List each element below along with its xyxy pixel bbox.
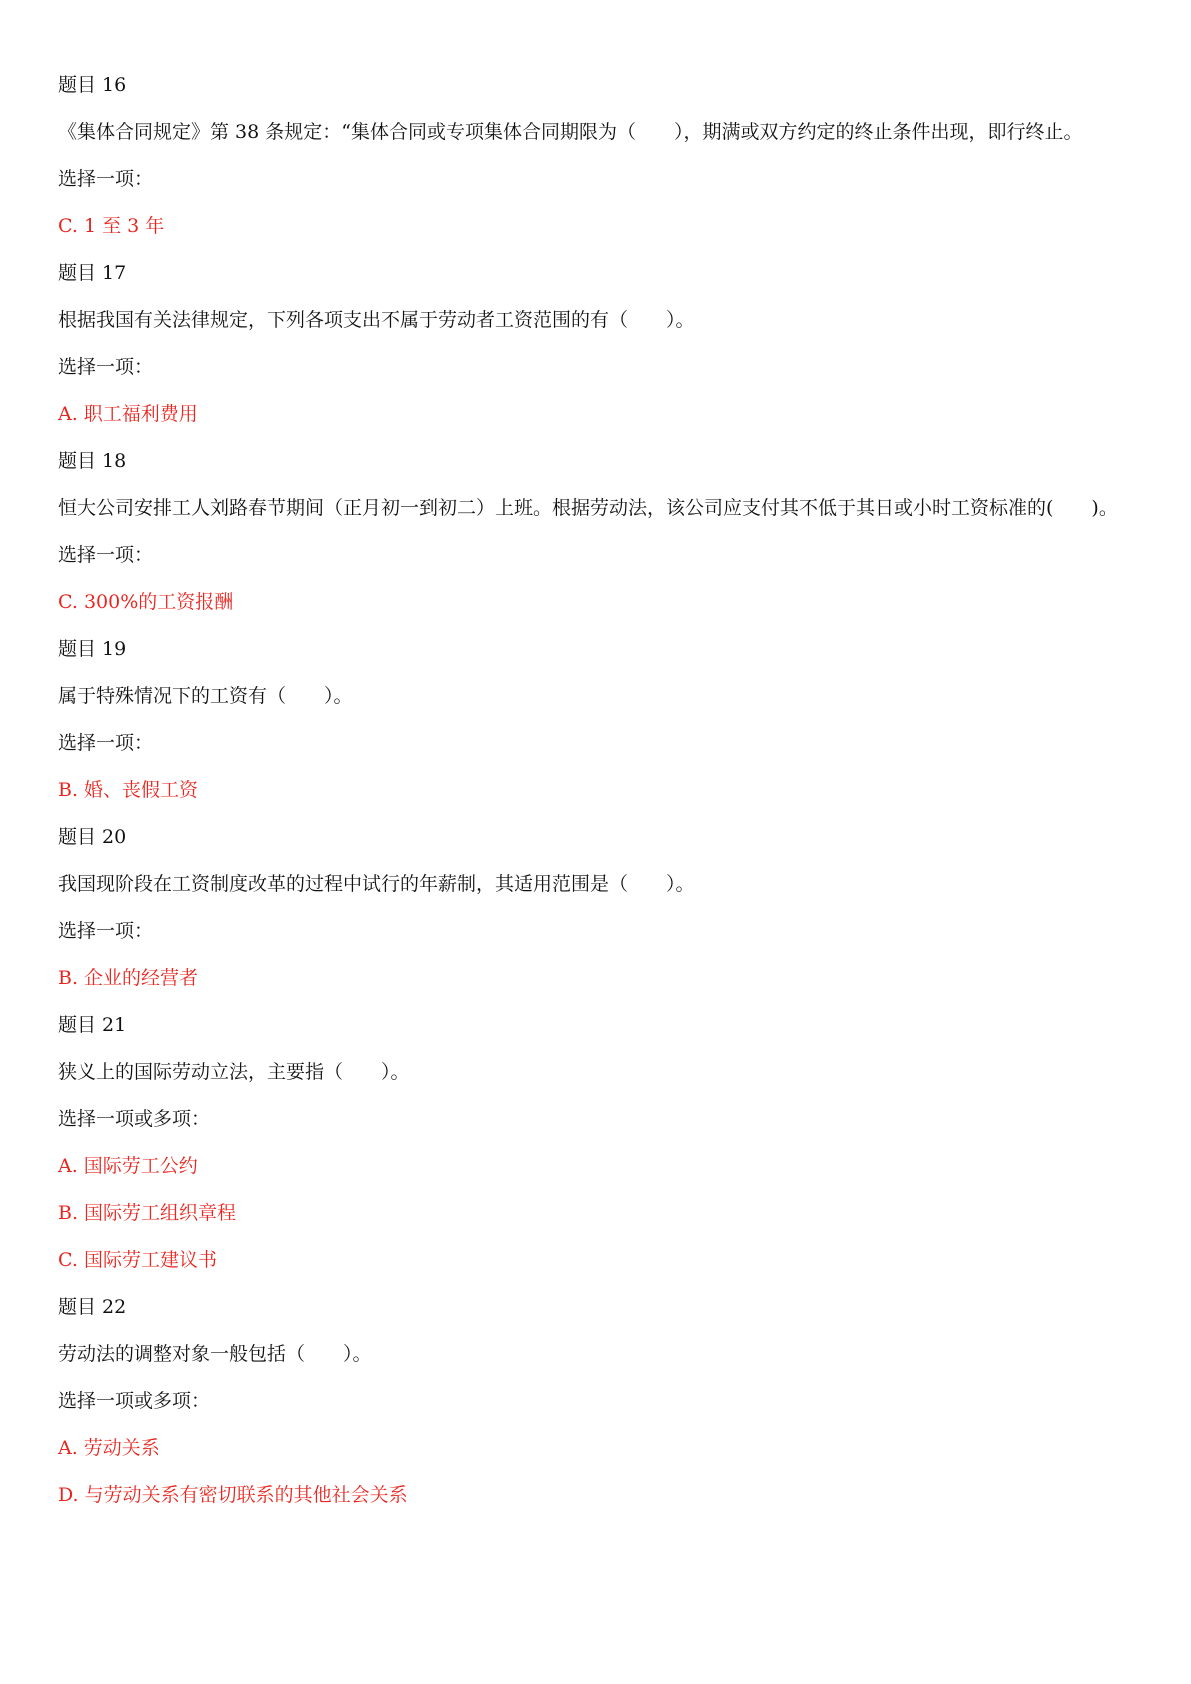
- question-number: 题目 19: [58, 638, 127, 660]
- question-18: [58, 438, 1148, 626]
- answer-option: D. 与劳动关系有密切联系的其他社会关系: [58, 1484, 408, 1506]
- question-20: [58, 814, 1148, 1002]
- exam-document: [58, 62, 1148, 1519]
- question-prompt: 选择一项或多项：: [58, 1108, 211, 1130]
- question-prompt: 选择一项：: [58, 356, 154, 378]
- question-22: [58, 1284, 1148, 1519]
- answer-option: C. 300%的工资报酬: [58, 591, 234, 613]
- question-prompt: 选择一项：: [58, 168, 154, 190]
- answer-option: B. 婚、丧假工资: [58, 779, 199, 801]
- question-number: 题目 22: [58, 1296, 127, 1318]
- question-number: 题目 16: [58, 74, 127, 96]
- question-text: 《集体合同规定》第 38 条规定：“集体合同或专项集体合同期限为（ ），期满或双方约定的终止条件出现，即行终止。: [58, 121, 1083, 143]
- question-text: 根据我国有关法律规定，下列各项支出不属于劳动者工资范围的有（ ）。: [58, 309, 695, 331]
- question-text: 恒大公司安排工人刘路春节期间（正月初一到初二）上班。根据劳动法，该公司应支付其不低于其日或小时工资标准的( )。: [58, 497, 1118, 519]
- answer-option: C. 1 至 3 年: [58, 215, 165, 237]
- question-number: 题目 20: [58, 826, 127, 848]
- answer-option: C. 国际劳工建议书: [58, 1249, 217, 1271]
- question-prompt: 选择一项：: [58, 544, 154, 566]
- answer-option: A. 国际劳工公约: [58, 1155, 198, 1177]
- question-19: [58, 626, 1148, 814]
- question-prompt: 选择一项：: [58, 732, 154, 754]
- question-prompt: 选择一项或多项：: [58, 1390, 211, 1412]
- question-21: [58, 1002, 1148, 1284]
- question-16: [58, 62, 1148, 250]
- question-text: 劳动法的调整对象一般包括（ ）。: [58, 1343, 372, 1365]
- question-prompt: 选择一项：: [58, 920, 154, 942]
- question-text: 我国现阶段在工资制度改革的过程中试行的年薪制，其适用范围是（ ）。: [58, 873, 695, 895]
- answer-option: A. 劳动关系: [58, 1437, 160, 1459]
- question-text: 狭义上的国际劳动立法，主要指（ ）。: [58, 1061, 410, 1083]
- question-text: 属于特殊情况下的工资有（ ）。: [58, 685, 353, 707]
- answer-option: B. 国际劳工组织章程: [58, 1202, 237, 1224]
- answer-option: B. 企业的经营者: [58, 967, 199, 989]
- question-17: [58, 250, 1148, 438]
- answer-option: A. 职工福利费用: [58, 403, 198, 425]
- question-number: 题目 21: [58, 1014, 127, 1036]
- question-number: 题目 17: [58, 262, 127, 284]
- question-number: 题目 18: [58, 450, 127, 472]
